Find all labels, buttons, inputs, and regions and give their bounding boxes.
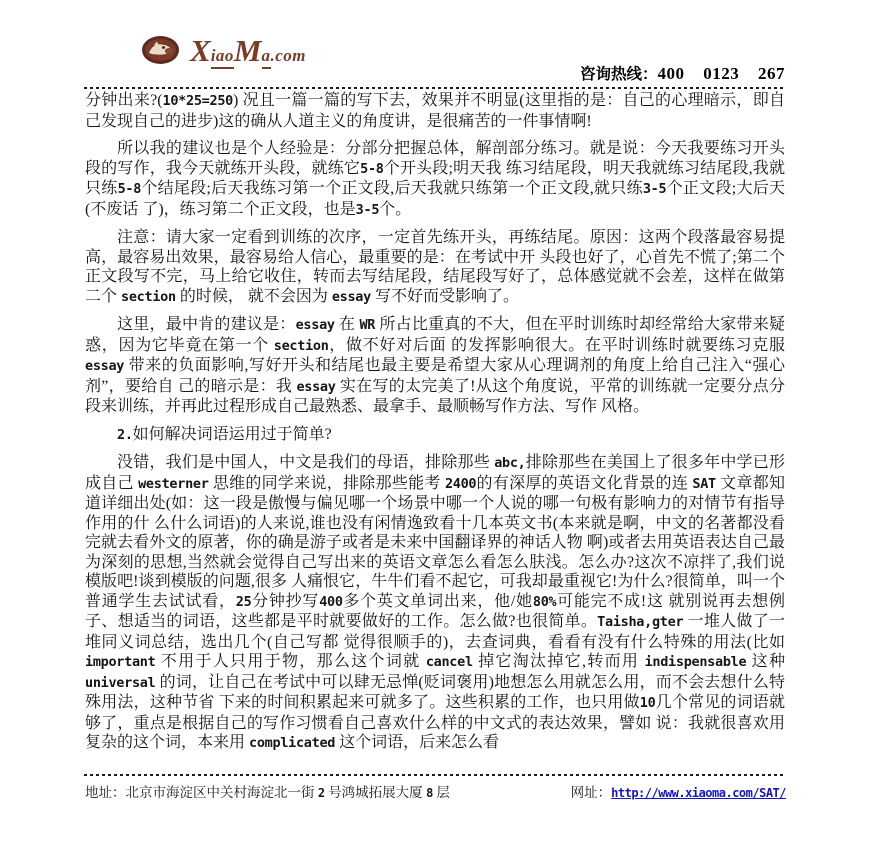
brand-name — [190, 32, 307, 68]
paragraph: 这里，最中肯的建议是：essay 在 WR 所占比重真的不大，但在平时训练时却经常给大家带来疑惑，因为它毕竟在第一个 section，做不好对后面 的发挥影响很大。在平时训练时就要练习克服 essay 带来的负面影响,写好开头和结尾也最主要是希望大家从心理调剂的角度上给自己注入“强心剂”，要给自 己的暗示是：我 essay 实在写的太完美了!从这个角度说，平常的训练就一定要分点分段来训练，并再此过程形成自己最熟悉、最拿手、最顺畅写作方法、写作 风格。 — [85, 316, 785, 415]
paragraph: 注意：请大家一定看到训练的次序，一定首先练开头，再练结尾。原因：这两个段落最容易提高，最容易出效果，最容易给人信心，最重要的是：在考试中开 头段也好了，心首先不慌了;第二个正文段写不完，马上给它收住，转而去写结尾段，结尾段写好了，总体感觉就不会差，这样在做第二个 section 的时候， 就不会因为 essay 写不好而受影响了。 — [85, 229, 785, 305]
horse-logo-icon — [140, 34, 181, 66]
hotline — [580, 62, 785, 84]
page-footer — [85, 781, 786, 801]
website-label: 网址： — [570, 785, 612, 800]
address-text: 北京市海淀区中关村海淀北一街 2 号鸿城拓展大厦 8 层 — [125, 785, 450, 800]
brand-part-dotcom: .com — [270, 45, 307, 65]
footer-address — [85, 781, 450, 801]
website-link[interactable]: http://www.xiaoma.com/SAT/ — [611, 786, 786, 800]
paragraph: 没错，我们是中国人，中文是我们的母语，排除那些 abc,排除那些在美国上了很多年中学已形成自己 westerner 思维的同学来说，排除那些能考 2400的有深厚的英语文化背景的连 SAT 文章都知道详细出处(如：这一段是傲慢与偏见哪一个场景中哪一个人说的哪一句极有影响力的对情节有指导作用的什 么什么词语)的人来说,谁也没有闲情逸致看十几本英文书(本来就是啊，中文的名著都没看完就去看外文的原著，你的确是游子或者是未来中国翻译界的神话人物 啊)或者去用英语表达自己最为深刻的思想,当然就会觉得自己写出来的英语文章怎么看怎么肤浅。怎么办?这次不凉拌了,我们说模版吧!谈到模版的问题,很多 人痛恨它，牛牛们看不起它，可我却最重视它!为什么?很简单，叫一个普通学生去试试看，25分钟抄写400多个英文单词出来，他/她80%可能完不成!这 就别说再去想例子、想适当的词语，这些都是平时就要做好的工作。怎么做?也很简单。Taisha,gter 一堆人做了一堆同义词总结，选出几个(自己写都 觉得很顺手的)，去查词典，看看有没有什么特殊的用法(比如 important 不用于人只用于物，那么这个词就 cancel 掉它淘汰掉它,转而用 indispensable 这种 universal 的词，让自己在考试中可以肆无忌惮(贬词褒用)地想怎么用就怎么用，而不会去想什么特殊用法，这种节省 下来的时间积累起来可就多了。这些积累的工作，也只用做10几个常见的词语就够了，重点是根据自己的写作习惯看自己喜欢什么样的中文式的表达效果，譬如 说：我就很喜欢用复杂的这个词，本来用 complicated 这个词语，后来怎么看 — [85, 454, 785, 751]
page-header — [85, 34, 785, 82]
hotline-label: 咨询热线： — [579, 66, 658, 83]
brand-logo — [140, 34, 306, 66]
footer-website — [571, 781, 786, 801]
brand-part-iao: iao — [211, 46, 234, 69]
brand-part-a: a — [262, 46, 271, 69]
address-label: 地址： — [85, 785, 126, 800]
document-body — [85, 91, 785, 762]
brand-letter-m: M — [233, 32, 262, 68]
footer-divider — [84, 774, 786, 776]
header-divider — [84, 87, 786, 89]
paragraph: 分钟出来?(10*25=250) 况且一篇一篇的写下去，效果并不明显(这里指的是：自己的心理暗示，即自己发现自己的进步)这的确从人道主义的角度讲，是很痛苦的一件事情啊! — [85, 92, 785, 130]
paragraph: 所以我的建议也是个人经验是：分部分把握总体，解剖部分练习。就是说：今天我要练习开头段的写作，我今天就练开头段，就练它5-8个开头段;明天我 练习结尾段，明天我就练习结尾段,我就只练5-8个结尾段;后天我练习第一个正文段,后天我就只练第一个正文段,就只练3-5个正文段;大后天(不废话 了)，练习第二个正文段，也是3-5个。 — [85, 140, 785, 218]
brand-letter-x: X — [190, 32, 211, 68]
hotline-number: 400 0123 267 — [657, 64, 785, 83]
section-heading: 2.如何解决词语运用过于简单? — [117, 425, 332, 443]
